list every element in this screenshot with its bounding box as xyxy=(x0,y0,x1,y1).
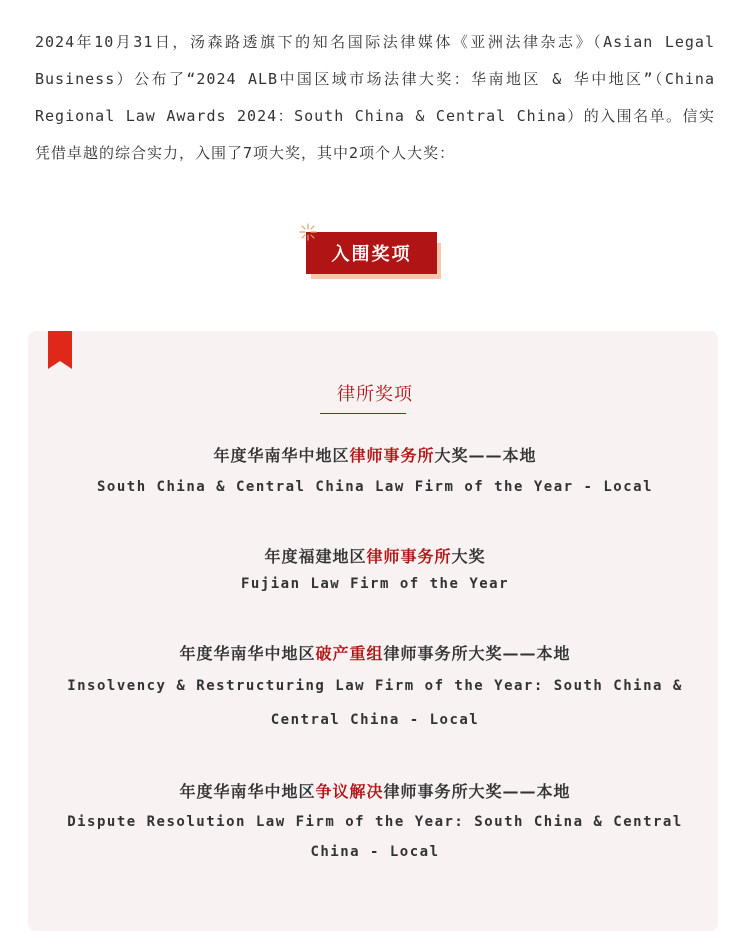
award-title-en: Fujian Law Firm of the Year xyxy=(240,576,510,592)
section-title-underline xyxy=(320,413,406,414)
sparkle-icon xyxy=(298,222,318,242)
bookmark-ribbon-icon xyxy=(48,331,72,369)
award-item xyxy=(0,441,750,503)
award-title-cn: 年度华南华中地区破产重组律师事务所大奖——本地 xyxy=(179,644,571,663)
section-badge xyxy=(298,222,448,284)
award-title-en: Insolvency & Restructuring Law Firm of the Year: South China & Central China - Local xyxy=(67,678,683,728)
award-title-en: South China & Central China Law Firm of the Year - Local xyxy=(96,479,653,495)
award-title-en: Dispute Resolution Law Firm of the Year: South China & Central China - Local xyxy=(67,814,683,860)
intro-paragraph: 2024年10月31日，汤森路透旗下的知名国际法律媒体《亚洲法律杂志》（Asian Legal Business）公布了“2024 ALB中国区域市场法律大奖：华南地区 & 华中地区”（China Regional Law Awards 2024：South China & Central China）的入围名单。信实凭借卓越的综合实力，入围了7项大奖，其中2项个人大奖： xyxy=(35,33,715,162)
award-title-cn: 年度华南华中地区律师事务所大奖——本地 xyxy=(213,446,537,465)
award-item xyxy=(0,542,750,596)
section-title: 律所奖项 xyxy=(337,384,413,405)
award-title-cn: 年度福建地区律师事务所大奖 xyxy=(264,547,486,566)
award-item xyxy=(0,639,750,737)
award-title-cn: 年度华南华中地区争议解决律师事务所大奖——本地 xyxy=(179,782,571,801)
badge-label: 入围奖项 xyxy=(306,232,437,274)
award-item xyxy=(0,777,750,867)
